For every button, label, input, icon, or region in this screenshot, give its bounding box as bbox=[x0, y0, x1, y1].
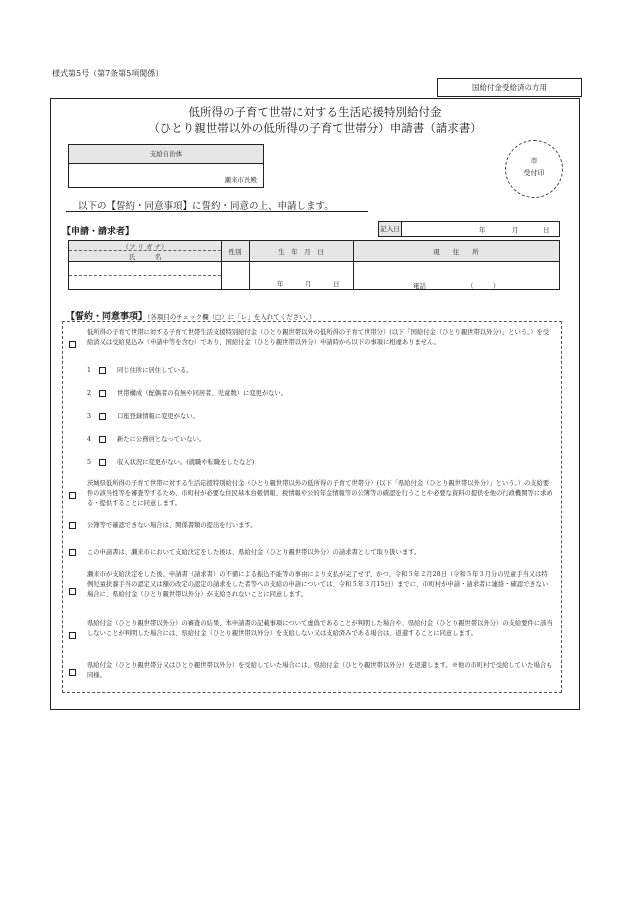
applicant-table bbox=[68, 240, 560, 290]
agreement-item-1: 低所得の子育て世帯に対する子育て世帯生活支援特別給付金（ひとり親世帯以外の低所得の子育て世帯分）(以下「国給付金（ひとり親世帯以外分）」という。）を受給済又は受給見込み（申請中等を含む）であり、国給付金（ひとり親世帯以外分）申請時から以下の事項に相違ありません。 bbox=[87, 329, 550, 346]
reception-stamp bbox=[505, 140, 563, 198]
title-line-1: 低所得の子育て世帯に対する生活応援特別給付金 bbox=[188, 105, 442, 119]
title-line-2: （ひとり親世帯以外の低所得の子育て世帯分）申請書（請求書） bbox=[148, 121, 482, 135]
sub-item-num-1: 1 bbox=[87, 367, 92, 374]
agreement-checkbox-6[interactable] bbox=[69, 632, 76, 639]
entry-date-label: 記入日 bbox=[379, 222, 402, 236]
phone-paren: （ ） bbox=[467, 282, 500, 290]
name-label: 氏 名 bbox=[128, 253, 162, 261]
sub-item-num-5: 5 bbox=[87, 459, 92, 466]
sub-item-text-2: 世帯構成（配偶者の有無や同居者、児童数）に変更がない。 bbox=[117, 390, 288, 397]
sub-item-text-3: 口座登録情報に変更がない。 bbox=[117, 413, 199, 420]
furigana-label: （フ リ ガ ナ） bbox=[122, 243, 168, 251]
sub-checkbox-3[interactable] bbox=[99, 413, 106, 420]
birth-month: 月 bbox=[305, 280, 312, 288]
agreement-item-4: この申請書は、瀬来市において支給決定をした後は、県給付金（ひとり親世帯以外分）の請求書として取り扱います。 bbox=[87, 549, 421, 556]
agreement-item-7: 県給付金（ひとり親世帯分又はひとり親世帯以外分）を受給していた場合には、県給付金（ひとり親世帯以外分）を返還します。※他の市町村で受給していた場合も同様。 bbox=[87, 662, 553, 679]
municipality-label: 支給自治体 bbox=[69, 145, 263, 164]
entry-day: 日 bbox=[543, 226, 550, 234]
agreement-title: 【誓約・同意事項】 bbox=[66, 312, 148, 322]
sub-item-text-1: 同じ住所に居住している。 bbox=[117, 367, 193, 374]
sub-checkbox-1[interactable] bbox=[99, 367, 106, 374]
sub-item-num-3: 3 bbox=[87, 413, 92, 420]
applicant-section-title: 【申請・請求者】 bbox=[62, 227, 135, 237]
sub-checkbox-5[interactable] bbox=[99, 459, 106, 466]
gender-input[interactable] bbox=[223, 263, 247, 288]
entry-date-box bbox=[378, 221, 560, 237]
agreement-checkbox-1[interactable] bbox=[69, 341, 76, 348]
gender-label: 性別 bbox=[228, 248, 242, 256]
municipality-value: 瀬来市長殿 bbox=[224, 176, 257, 184]
name-input[interactable] bbox=[71, 276, 219, 288]
address-label: 現 住 所 bbox=[433, 248, 479, 256]
agreement-item-2: 茨城県低所得の子育て世帯に対する生活応援特別給付金（ひとり親世帯以外の低所得の子育て世帯分）(以下「県給付金（ひとり親世帯以外分）」という。）の支給要件の該当性等を審査等するため、市町村が必要な住民基本台帳情報、税情報や公的年金情報等の公簿等の確認を行うことや必要な資料の提供を他の行政機関等に求める・提供することに同意します。 bbox=[87, 480, 553, 507]
agreement-checkbox-5[interactable] bbox=[69, 588, 76, 595]
header-divider bbox=[69, 261, 559, 262]
municipality-box bbox=[68, 144, 264, 188]
entry-year: 年 bbox=[479, 226, 486, 234]
agreement-note: （各項目のチェック欄（□）に「レ」を入れてください。） bbox=[147, 313, 316, 321]
intro-text: 以下の【誓約・同意事項】に誓約・同意の上、申請します。 bbox=[78, 201, 334, 212]
agreement-item-6: 県給付金（ひとり親世帯以外分）の審査の結果、本申請書の記載事項について虚偽であることが判明した場合や、県給付金（ひとり親世帯以外分）の支給要件に該当しないことが判明した場合には、県給付金（ひとり親世帯以外分）を支給しない又は支給済みである場合は、返還することに同意します。 bbox=[87, 620, 553, 637]
intro-underline bbox=[66, 211, 368, 212]
furigana-input[interactable] bbox=[71, 263, 219, 274]
agreement-checkbox-3[interactable] bbox=[69, 522, 76, 529]
agreement-item-3: 公簿等で確認できない場合は、関係書類の提出を行います。 bbox=[87, 522, 257, 529]
agreement-checkbox-2[interactable] bbox=[69, 492, 76, 499]
sub-checkbox-2[interactable] bbox=[99, 390, 106, 397]
sub-item-num-2: 2 bbox=[87, 390, 92, 397]
sub-item-text-4: 新たに公務員となっていない。 bbox=[117, 436, 206, 443]
entry-month: 月 bbox=[512, 226, 519, 234]
birth-day: 日 bbox=[333, 280, 340, 288]
phone-label: 電話 bbox=[413, 282, 426, 290]
stamp-line-2: 受付印 bbox=[523, 169, 545, 177]
sub-item-num-4: 4 bbox=[87, 436, 92, 443]
agreement-item-5: 瀬来市が支給決定をした後、申請書（請求書）の不備による振込不能等の事由により支払が完了せず、かつ、令和５年２月28日（令和５年３月分の児童手当又は特例児童扶養手当の認定又は額の改定の認定の請求をした者等への支給の申請については、令和５年３月15日）までに、市町村が申請・請求者に連絡・確認できない場合に、県給付金（ひとり親世帯以外分）が支給されないことに同意します。 bbox=[87, 571, 549, 598]
agreement-checkbox-4[interactable] bbox=[69, 549, 76, 556]
usage-box: 国給付金受給済の方用 bbox=[437, 78, 582, 97]
agreement-checkbox-7[interactable] bbox=[69, 669, 76, 676]
address-input[interactable] bbox=[355, 263, 557, 279]
birth-year: 年 bbox=[277, 280, 284, 288]
stamp-line-1: 市 bbox=[530, 157, 538, 165]
form-number: 様式第5号（第7条第5項関係） bbox=[52, 69, 164, 78]
sub-item-text-5: 収入状況に変更がない。(就職や転職をしたなど) bbox=[117, 459, 255, 466]
birth-date-label: 生 年 月 日 bbox=[278, 248, 324, 256]
sub-checkbox-4[interactable] bbox=[99, 436, 106, 443]
